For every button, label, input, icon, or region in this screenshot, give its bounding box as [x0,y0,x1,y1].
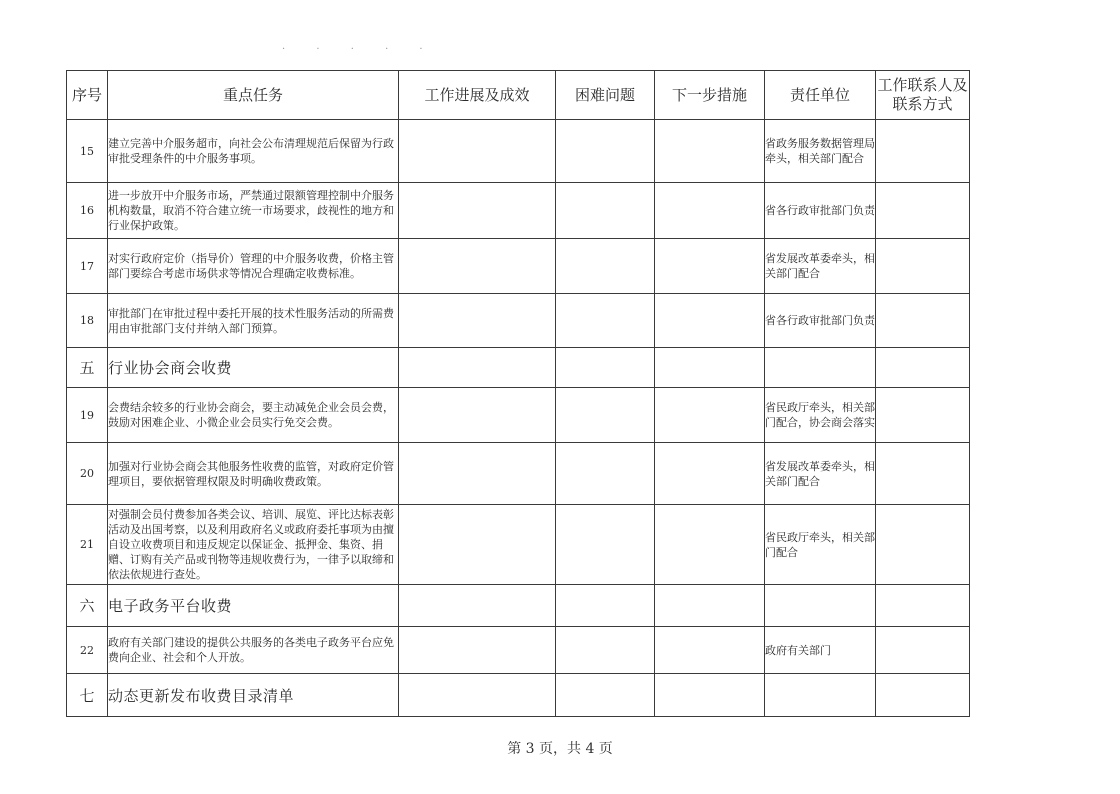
header-next-steps: 下一步措施 [655,71,765,120]
section-title: 动态更新发布收费目录清单 [108,674,399,717]
row-difficulty-cell [556,294,655,348]
row-number: 15 [67,120,108,183]
row-difficulty-cell [556,627,655,674]
row-unit: 省发展改革委牵头，相关部门配合 [765,443,876,505]
task-table [66,70,970,717]
row-unit: 省民政厅牵头，相关部门配合 [765,505,876,585]
table-header-row [67,71,970,120]
row-unit: 省发展改革委牵头，相关部门配合 [765,239,876,294]
row-progress-cell [399,239,556,294]
row-difficulty-cell [556,183,655,239]
section-row [67,674,970,717]
row-progress-cell [399,183,556,239]
table-row [67,120,970,183]
row-next-steps-cell [655,294,765,348]
row-contact-cell [876,505,970,585]
table-row [67,239,970,294]
row-contact-cell [876,239,970,294]
header-difficulty: 困难问题 [556,71,655,120]
row-difficulty-cell [556,505,655,585]
table-row [67,294,970,348]
row-difficulty-cell [556,239,655,294]
row-unit: 省政务服务数据管理局牵头，相关部门配合 [765,120,876,183]
row-number: 16 [67,183,108,239]
row-progress-cell [399,627,556,674]
row-task: 建立完善中介服务超市，向社会公布清理规范后保留为行政审批受理条件的中介服务事项。 [108,120,399,183]
row-contact-cell [876,443,970,505]
row-contact-cell [876,120,970,183]
table-row [67,183,970,239]
header-responsible-unit: 责任单位 [765,71,876,120]
section-title: 行业协会商会收费 [108,348,399,388]
header-contact: 工作联系人及联系方式 [876,71,970,120]
row-unit: 省各行政审批部门负责 [765,294,876,348]
row-task: 加强对行业协会商会其他服务性收费的监管，对政府定价管理项目，要依据管理权限及时明确收费政策。 [108,443,399,505]
row-next-steps-cell [655,627,765,674]
table-row [67,505,970,585]
header-seq: 序号 [67,71,108,120]
section-number: 七 [67,674,108,717]
row-number: 17 [67,239,108,294]
row-next-steps-cell [655,388,765,443]
header-progress: 工作进展及成效 [399,71,556,120]
row-task: 进一步放开中介服务市场，严禁通过限额管理控制中介服务机构数量，取消不符合建立统一市场要求，歧视性的地方和行业保护政策。 [108,183,399,239]
row-progress-cell [399,294,556,348]
row-task: 政府有关部门建设的提供公共服务的各类电子政务平台应免费向企业、社会和个人开放。 [108,627,399,674]
row-number: 18 [67,294,108,348]
row-progress-cell [399,388,556,443]
row-number: 22 [67,627,108,674]
row-number: 20 [67,443,108,505]
row-difficulty-cell [556,443,655,505]
row-task: 对强制会员付费参加各类会议、培训、展览、评比达标表彰活动及出国考察，以及利用政府名义或政府委托事项为由擅自设立收费项目和违反规定以保证金、抵押金、集资、捐赠、订购有关产品或刊物等违规收费行为，一律予以取缔和依法依规进行查处。 [108,505,399,585]
row-difficulty-cell [556,388,655,443]
row-contact-cell [876,388,970,443]
row-contact-cell [876,627,970,674]
row-progress-cell [399,443,556,505]
page-footer: 第 3 页，共 4 页 [507,741,613,757]
row-progress-cell [399,120,556,183]
section-number: 五 [67,348,108,388]
table-row [67,388,970,443]
section-number: 六 [67,585,108,627]
table-row [67,627,970,674]
row-contact-cell [876,294,970,348]
row-next-steps-cell [655,505,765,585]
row-task: 对实行政府定价（指导价）管理的中介服务收费，价格主管部门要综合考虑市场供求等情况合理确定收费标准。 [108,239,399,294]
row-next-steps-cell [655,120,765,183]
section-title: 电子政务平台收费 [108,585,399,627]
section-row [67,348,970,388]
row-next-steps-cell [655,183,765,239]
row-number: 21 [67,505,108,585]
row-unit: 省民政厅牵头，相关部门配合，协会商会落实 [765,388,876,443]
row-unit: 省各行政审批部门负责 [765,183,876,239]
row-next-steps-cell [655,443,765,505]
header-specks: · · · · · [282,44,437,55]
row-contact-cell [876,183,970,239]
row-difficulty-cell [556,120,655,183]
row-next-steps-cell [655,239,765,294]
row-number: 19 [67,388,108,443]
row-task: 审批部门在审批过程中委托开展的技术性服务活动的所需费用由审批部门支付并纳入部门预算。 [108,294,399,348]
row-task: 会费结余较多的行业协会商会，要主动减免企业会员会费，鼓励对困难企业、小微企业会员实行免交会费。 [108,388,399,443]
row-unit: 政府有关部门 [765,627,876,674]
table-row [67,443,970,505]
header-task: 重点任务 [108,71,399,120]
section-row [67,585,970,627]
row-progress-cell [399,505,556,585]
